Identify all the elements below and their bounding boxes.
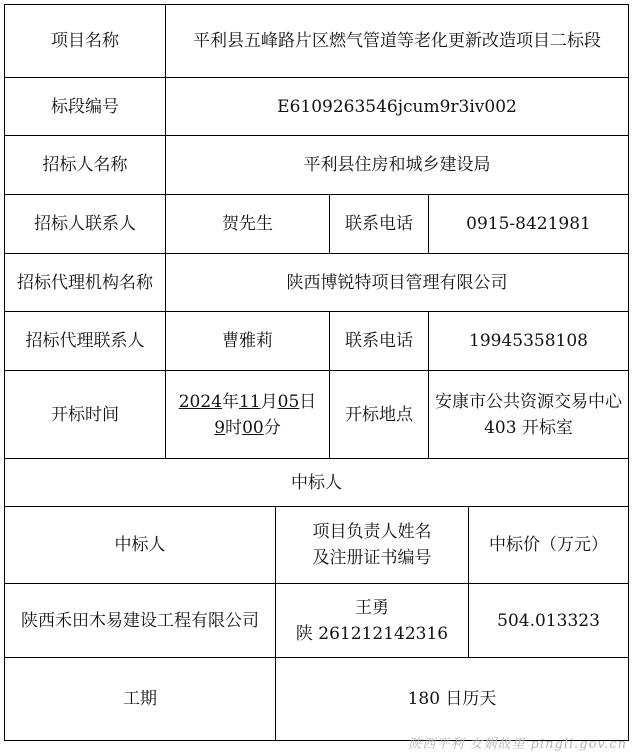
agency-contact-value: 曹雅莉 — [166, 312, 330, 371]
agency-name-label: 招标代理机构名称 — [5, 254, 166, 312]
tenderer-name-label: 招标人名称 — [5, 136, 166, 195]
winner-section-title: 中标人 — [5, 459, 629, 507]
agency-contact-label: 招标代理联系人 — [5, 312, 166, 371]
winner-header-price: 中标价（万元） — [469, 507, 629, 584]
section-no-label: 标段编号 — [5, 78, 166, 136]
opening-minute-unit: 分 — [263, 417, 281, 438]
opening-place-value: 安康市公共资源交易中心 403 开标室 — [429, 371, 629, 459]
tenderer-name-value: 平利县住房和城乡建设局 — [166, 136, 629, 195]
winner-header-company: 中标人 — [5, 507, 276, 584]
bid-result-table — [4, 4, 629, 741]
section-no-value: E6109263546jcum9r3iv002 — [166, 78, 629, 136]
tenderer-contact-label: 招标人联系人 — [5, 195, 166, 254]
winner-manager — [276, 584, 469, 658]
duration-label: 工期 — [5, 658, 276, 741]
site-watermark: 陕西平利 女娲故里 pingli.gov.cn — [408, 737, 627, 752]
opening-time-value — [166, 371, 330, 459]
opening-year-unit: 年 — [221, 391, 239, 412]
winner-header-manager: 项目负责人姓名及注册证书编号 — [276, 507, 469, 584]
opening-month-unit: 月 — [260, 391, 278, 412]
project-name-label: 项目名称 — [5, 5, 166, 78]
agency-phone-label: 联系电话 — [330, 312, 429, 371]
opening-place-label: 开标地点 — [330, 371, 429, 459]
winner-manager-cert: 陕 261212142316 — [295, 623, 449, 644]
winner-company: 陕西禾田木易建设工程有限公司 — [5, 584, 276, 658]
winner-price: 504.013323 — [469, 584, 629, 658]
opening-month: 11 — [238, 391, 261, 412]
opening-year: 2024 — [178, 391, 222, 412]
winner-manager-name: 王勇 — [355, 597, 389, 618]
agency-name-value: 陕西博锐特项目管理有限公司 — [166, 254, 629, 312]
opening-hour: 9 — [214, 417, 226, 438]
tenderer-contact-value: 贺先生 — [166, 195, 330, 254]
project-name-value: 平利县五峰路片区燃气管道等老化更新改造项目二标段 — [166, 5, 629, 78]
opening-minute: 00 — [242, 417, 264, 438]
opening-day: 05 — [277, 391, 300, 412]
opening-hour-unit: 时 — [225, 417, 243, 438]
tenderer-phone-label: 联系电话 — [330, 195, 429, 254]
opening-day-unit: 日 — [299, 391, 317, 412]
duration-value: 180 日历天 — [276, 658, 629, 741]
agency-phone-value: 19945358108 — [429, 312, 629, 371]
opening-time-label: 开标时间 — [5, 371, 166, 459]
tenderer-phone-value: 0915-8421981 — [429, 195, 629, 254]
